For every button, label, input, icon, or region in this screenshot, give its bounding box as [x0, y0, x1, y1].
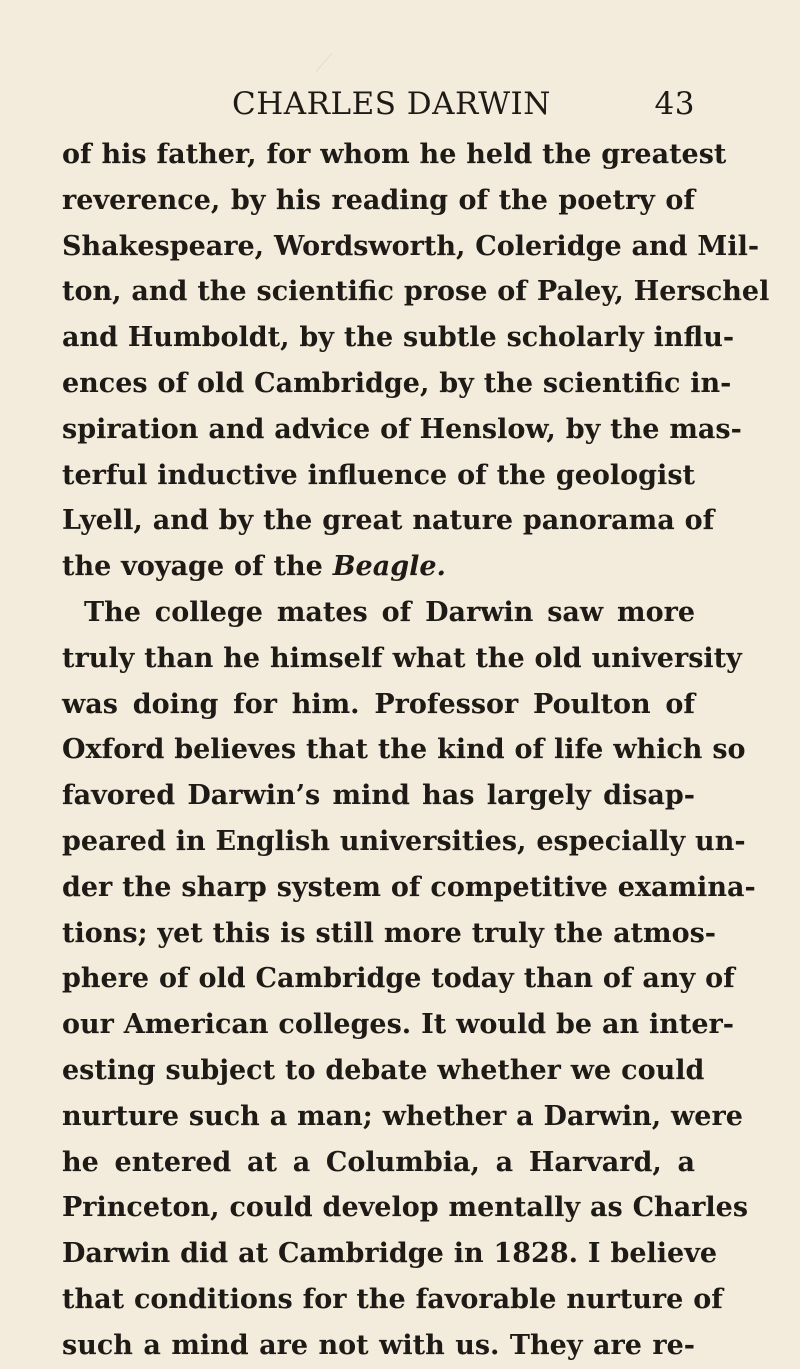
- text-line: phere of old Cambridge today than of any of: [62, 963, 735, 995]
- text-line: der the sharp system of competitive examina-: [62, 871, 756, 903]
- text-line: ences of old Cambridge, by the scientific in-: [62, 367, 732, 399]
- text-line: esting subject to debate whether we could: [62, 1054, 705, 1086]
- text-line: spiration and advice of Henslow, by the mas-: [62, 413, 742, 445]
- text-line: Oxford believes that the kind of life which so: [62, 734, 746, 766]
- paragraph-opening: The college mates of Darwin saw more: [84, 596, 695, 628]
- text-line: Shakespeare, Wordsworth, Coleridge and Mil-: [62, 230, 760, 262]
- text-line: our American colleges. It would be an inter-: [62, 1009, 734, 1041]
- text-line: tions; yet this is still more truly the atmos-: [62, 917, 717, 949]
- text-line: reverence, by his reading of the poetry of: [62, 184, 695, 216]
- text-line: truly than he himself what the old university: [62, 642, 742, 674]
- text-line: that conditions for the favorable nurture of: [62, 1283, 723, 1315]
- text-line: Princeton, could develop mentally as Charles: [62, 1192, 749, 1224]
- text-line: he entered at a Columbia, a Harvard, a: [62, 1146, 695, 1178]
- text-line: favored Darwin’s mind has largely disap-: [62, 780, 695, 812]
- text-line: [62, 590, 695, 636]
- text-line: such a mind are not with us. They are re-: [62, 1329, 695, 1361]
- text-line: [62, 544, 695, 590]
- running-head-title: CHARLES DARWIN: [232, 86, 551, 122]
- body-text: [62, 132, 770, 1369]
- running-head: [62, 86, 695, 126]
- text-line: ton, and the scientific prose of Paley, Herschel: [62, 276, 770, 308]
- text-line: Darwin did at Cambridge in 1828. I believe: [62, 1238, 718, 1270]
- ship-name-italic: Beagle.: [332, 551, 446, 583]
- page-number: 43: [654, 86, 695, 122]
- text-line: of his father, for whom he held the greatest: [62, 139, 727, 170]
- text-line: and Humboldt, by the subtle scholarly influ-: [62, 322, 735, 354]
- text-line: Lyell, and by the great nature panorama of: [62, 505, 715, 537]
- text-line-lead: the voyage of the: [62, 551, 323, 583]
- text-line: peared in English universities, especially un-: [62, 825, 746, 857]
- text-line: was doing for him. Professor Poulton of: [62, 688, 695, 720]
- text-line: terful inductive influence of the geologist: [62, 459, 695, 491]
- text-line: nurture such a man; whether a Darwin, were: [62, 1100, 743, 1132]
